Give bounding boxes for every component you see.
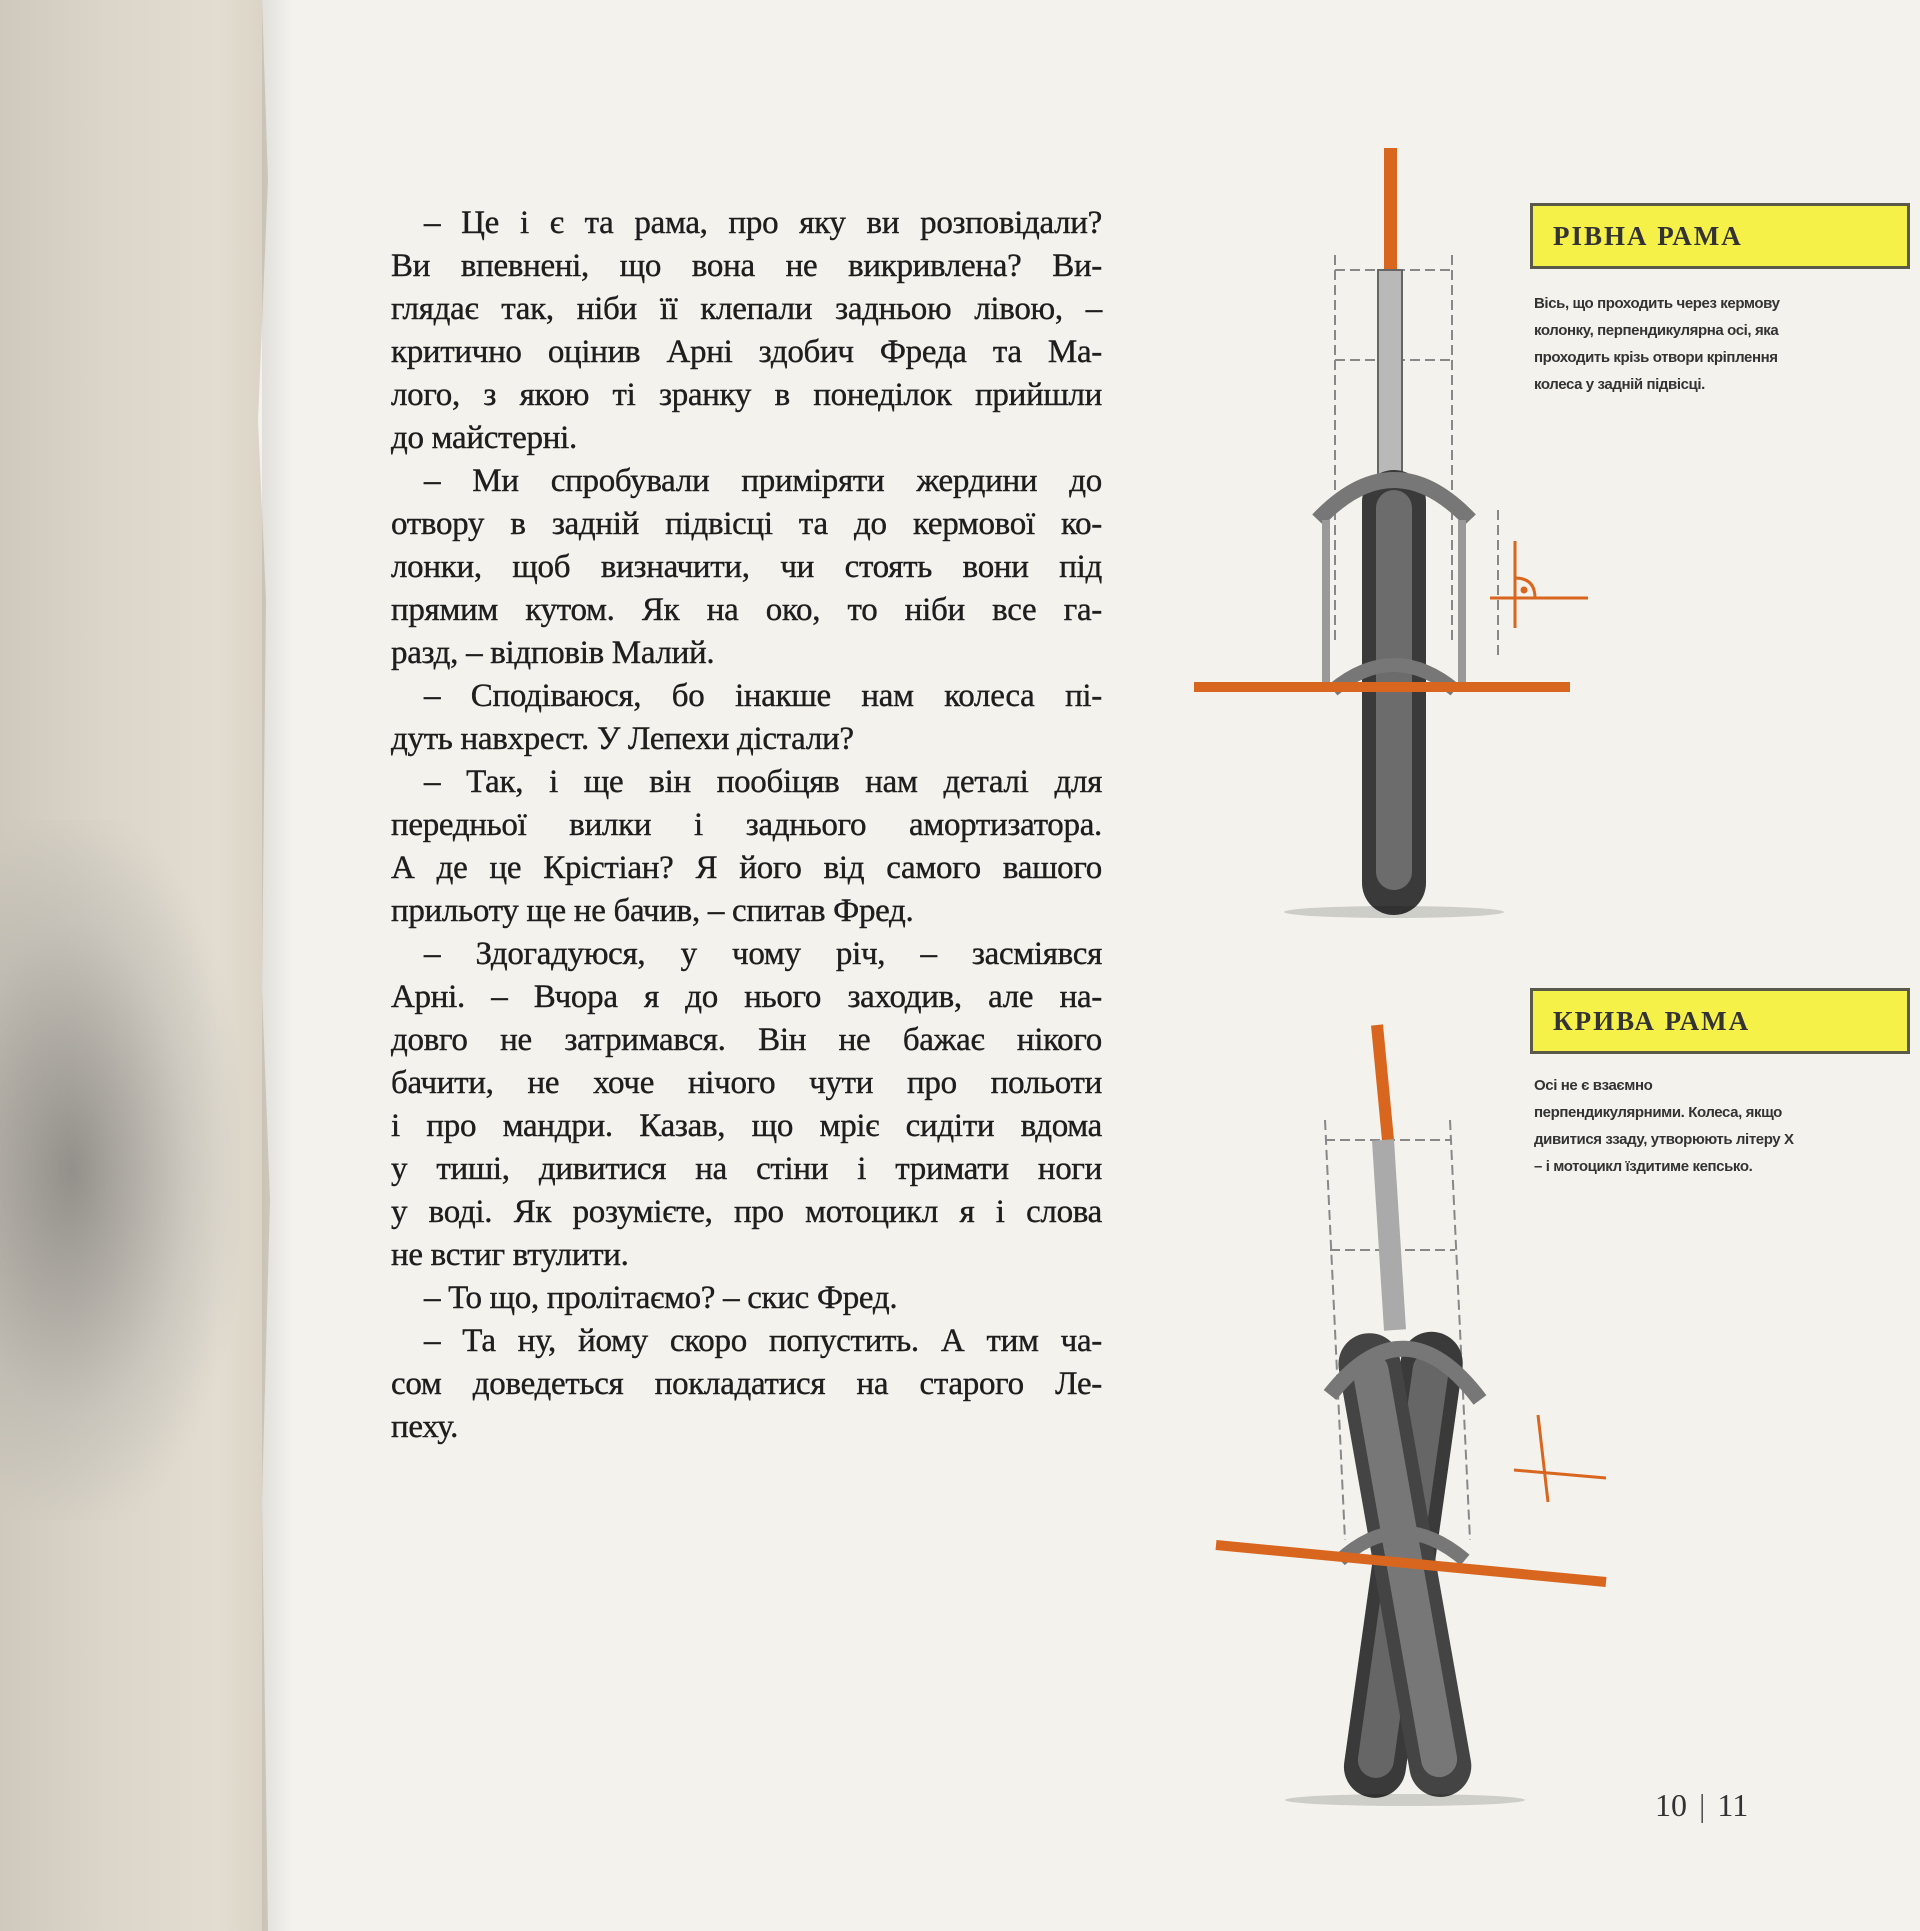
page-number-separator: | xyxy=(1699,1787,1706,1823)
right-angle-icon xyxy=(1490,541,1588,628)
text-line: прильоту ще не бачив, – спитав Фред. xyxy=(391,893,914,929)
note-title-crooked-frame: КРИВА РАМА xyxy=(1530,988,1910,1054)
text-line: бачити, не хоче нічого чути про польоти xyxy=(391,1065,1102,1101)
straight-frame-illustration xyxy=(1194,148,1588,918)
text-line: не встиг втулити. xyxy=(391,1237,629,1273)
text-line: довго не затримався. Він не бажає нікого xyxy=(391,1022,1102,1058)
text-line: критично оцінив Арні здобич Фреда та Ма- xyxy=(391,334,1102,370)
steering-axis-rod xyxy=(1377,1025,1388,1140)
note-body-crooked-frame: Осі не є взаємно перпендикулярними. Колеса, якщо дивитися ззаду, утворюють літеру X – і мотоцикл їздитиме кепсько. xyxy=(1534,1077,1794,1175)
steering-axis-rod xyxy=(1384,148,1397,278)
text-line: передньої вилки і заднього амортизатора. xyxy=(391,807,1102,843)
text-line: у тиші, дивитися на стіни і тримати ноги xyxy=(391,1151,1102,1187)
page-numbers xyxy=(1655,1787,1748,1824)
text-line: Арні. – Вчора я до нього заходив, але на- xyxy=(391,979,1102,1015)
page-number-right: 11 xyxy=(1717,1787,1749,1823)
text-line: – Ми спробували приміряти жердини до xyxy=(424,463,1102,499)
text-line: А де це Крістіан? Я його від самого вашого xyxy=(391,850,1102,886)
axle-rod xyxy=(1194,682,1570,692)
text-line: лого, з якою ті зранку в понеділок прийшли xyxy=(391,377,1102,413)
text-line: – Здогадуюся, у чому річ, – засміявся xyxy=(424,936,1102,972)
text-line: – То що, пролітаємо? – скис Фред. xyxy=(424,1280,898,1316)
text-line: дуть навхрест. У Лепехи дістали? xyxy=(391,721,854,757)
text-line: – Та ну, йому скоро попустить. А тим ча- xyxy=(424,1323,1102,1359)
page-number-left: 10 xyxy=(1655,1787,1687,1823)
crooked-angle-icon xyxy=(1514,1415,1606,1502)
text-line: разд, – відповів Малий. xyxy=(391,635,715,671)
text-line: і про мандри. Казав, що мріє сидіти вдома xyxy=(391,1108,1102,1144)
text-line: отвору в задній підвісці та до кермової ко- xyxy=(391,506,1102,542)
text-line: лонки, щоб визначити, чи стоять вони під xyxy=(391,549,1102,585)
note-body-straight-frame: Вісь, що проходить через кермову колонку, перпендикулярна осі, яка проходить крізь отвори кріплення колеса у задній підвісці. xyxy=(1534,295,1780,393)
text-line: глядає так, ніби її клепали задньою лівою, – xyxy=(391,291,1102,327)
text-line: до майстерні. xyxy=(391,420,577,456)
text-line: пеху. xyxy=(391,1409,459,1445)
text-line: – Сподіваюся, бо інакше нам колеса пі- xyxy=(424,678,1102,714)
text-line: прямим кутом. Як на око, то ніби все га- xyxy=(391,592,1102,628)
text-line: сом доведеться покладатися на старого Ле- xyxy=(391,1366,1102,1402)
text-line: – Це і є та рама, про яку ви розповідали? xyxy=(424,205,1102,241)
text-line: – Так, і ще він пообіцяв нам деталі для xyxy=(424,764,1102,800)
note-title-straight-frame: РІВНА РАМА xyxy=(1530,203,1910,269)
text-line: у воді. Як розумієте, про мотоцикл я і слова xyxy=(391,1194,1102,1230)
text-line: Ви впевнені, що вона не викривлена? Ви- xyxy=(391,248,1102,284)
